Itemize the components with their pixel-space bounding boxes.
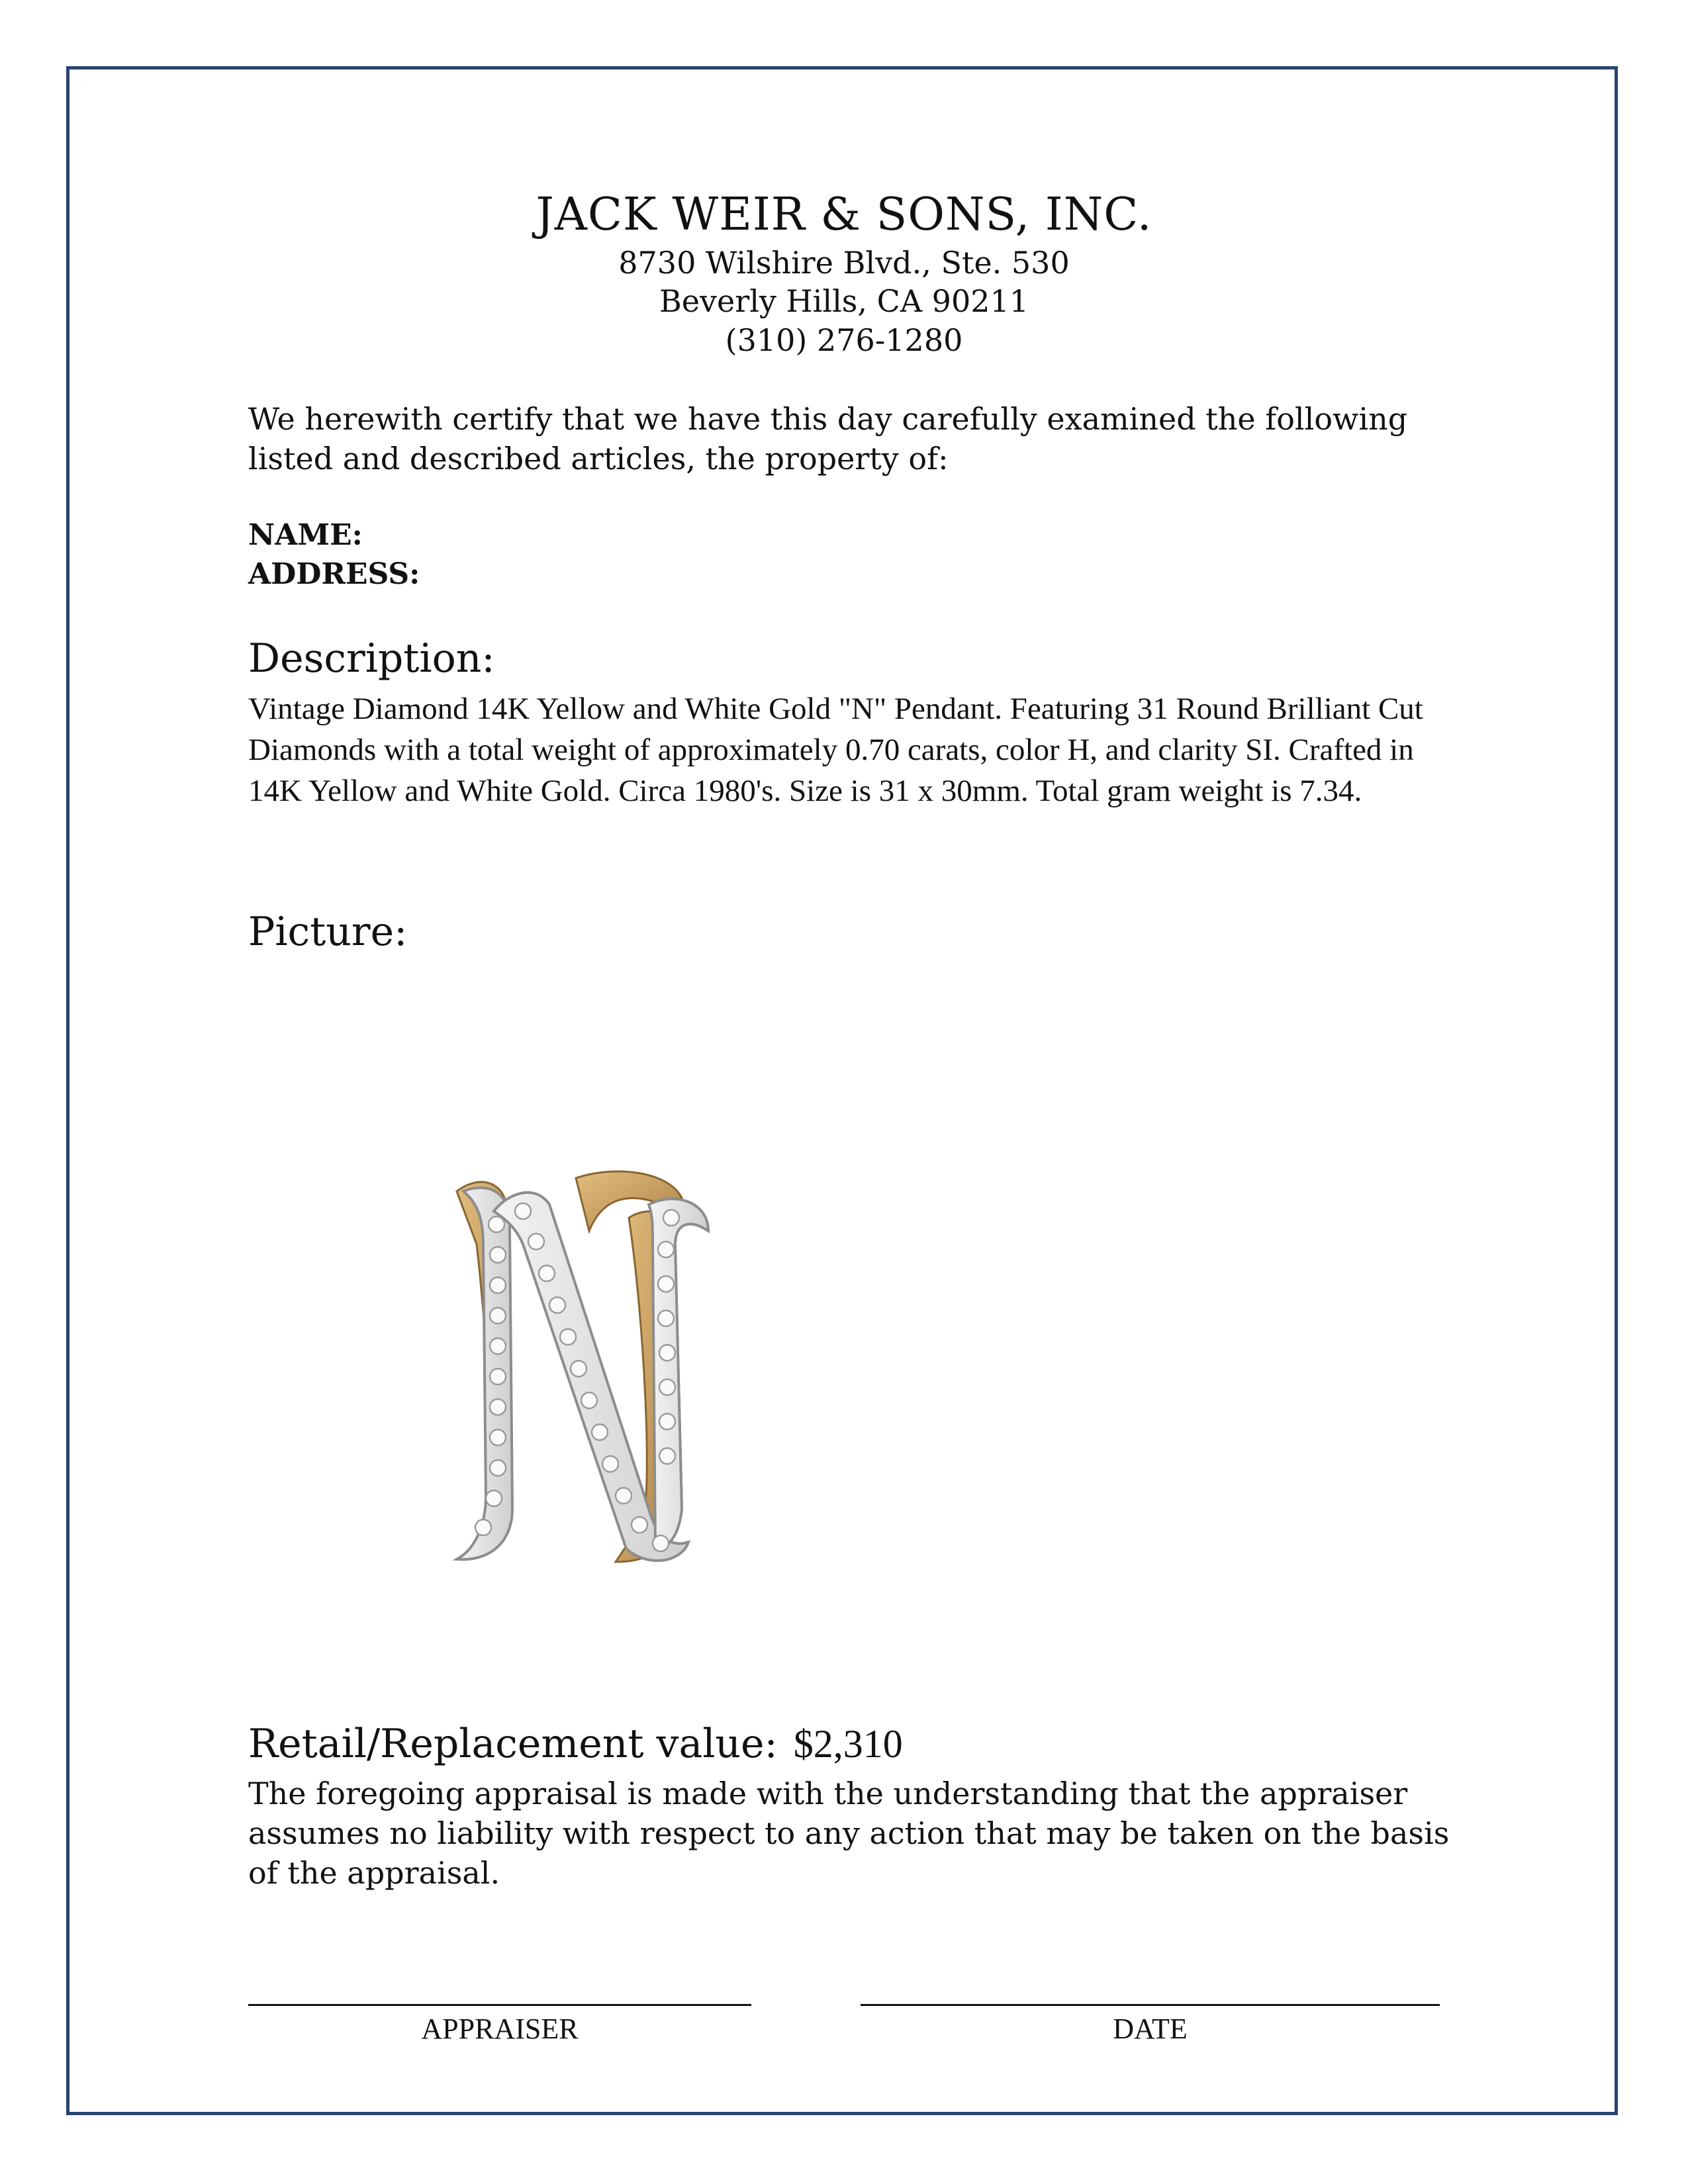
owner-address-label: ADDRESS: xyxy=(248,557,420,591)
owner-name-label: NAME: xyxy=(248,518,363,552)
appraiser-label: APPRAISER xyxy=(421,2013,579,2045)
description-text: Vintage Diamond 14K Yellow and White Gold "N" Pendant. Featuring 31 Round Brilliant Cut Diamonds with a total weight of approximately 0.70 carats, color H, and clarity SI. Crafted in 14K Yellow and White Gold. Circa 1980's. Size is 31 x 30mm. Total gram weight is 7.34. xyxy=(248,692,1423,808)
retail-value-label: Retail/Replacement value: xyxy=(248,1721,778,1767)
picture-heading: Picture: xyxy=(248,909,408,955)
date-signature-line xyxy=(861,2004,1440,2006)
company-address-line1: 8730 Wilshire Blvd., Ste. 530 xyxy=(618,245,1070,281)
retail-value-amount: $2,310 xyxy=(793,1722,903,1766)
disclaimer-text: The foregoing appraisal is made with the understanding that the appraiser assumes no liability with respect to any action that may be taken on the basis of the appraisal. xyxy=(248,1776,1450,1891)
company-name: JACK WEIR & SONS, INC. xyxy=(536,189,1152,241)
retail-value-line xyxy=(248,1721,1453,1767)
company-address-line2: Beverly Hills, CA 90211 xyxy=(659,283,1029,319)
date-label: DATE xyxy=(1113,2013,1188,2045)
certify-statement: We herewith certify that we have this day carefully examined the following listed and described articles, the property of: xyxy=(248,401,1408,477)
pendant-photo xyxy=(417,1165,788,1575)
company-phone: (310) 276-1280 xyxy=(725,322,963,358)
description-heading: Description: xyxy=(248,635,495,682)
appraiser-signature-line xyxy=(248,2004,751,2006)
